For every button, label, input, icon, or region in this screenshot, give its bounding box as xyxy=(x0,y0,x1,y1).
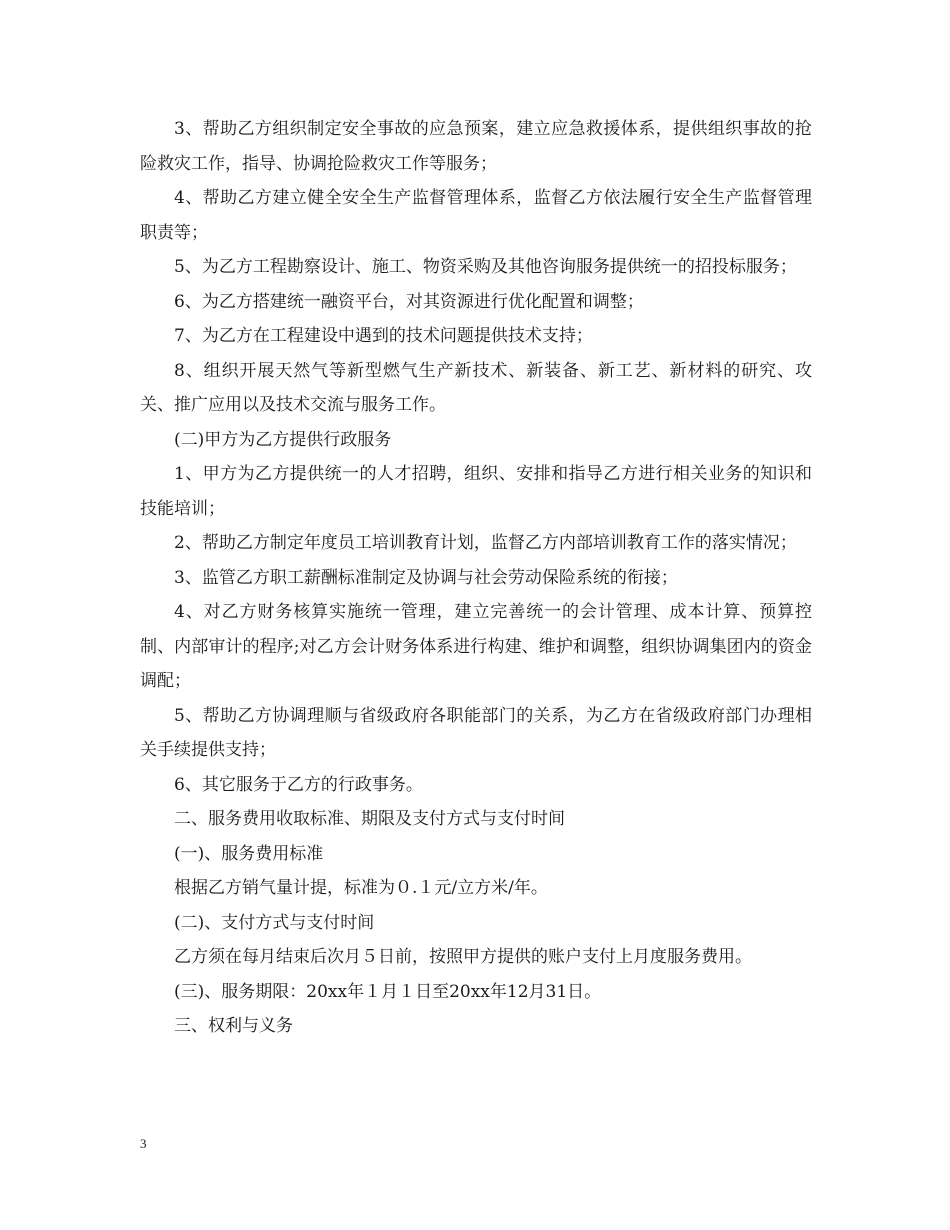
paragraph: 8、组织开展天然气等新型燃气生产新技术、新装备、新工艺、新材料的研究、攻关、推广应用以及技术交流与服务工作。 xyxy=(140,360,812,415)
paragraph: 6、为乙方搭建统一融资平台，对其资源进行优化配置和调整； xyxy=(174,291,644,312)
paragraph: 4、帮助乙方建立健全安全生产监督管理体系，监督乙方依法履行安全生产监督管理职责等； xyxy=(140,188,812,243)
subsection-heading: (一)、服务费用标准 xyxy=(174,843,324,864)
paragraph: 3、监管乙方职工薪酬标准制定及协调与社会劳动保险系统的衔接； xyxy=(174,567,678,588)
paragraph: 7、为乙方在工程建设中遇到的技术问题提供技术支持； xyxy=(174,326,593,346)
section-heading: 三、权利与义务 xyxy=(174,1016,293,1036)
subsection-heading: (二)、支付方式与支付时间 xyxy=(174,912,375,933)
paragraph: 5、为乙方工程勘察设计、施工、物资采购及其他咨询服务提供统一的招投标服务； xyxy=(174,257,797,277)
paragraph: 6、其它服务于乙方的行政事务。 xyxy=(174,774,423,795)
paragraph: 根据乙方销气量计提，标准为０.１元/立方米/年。 xyxy=(174,878,548,898)
paragraph: 3、帮助乙方组织制定安全事故的应急预案，建立应急救援体系，提供组织事故的抢险救灾工作，指导、协调抢险救灾工作等服务； xyxy=(140,119,812,174)
subsection-heading: (三)、服务期限：20xx年１月１日至20xx年12月31日。 xyxy=(174,981,602,1002)
paragraph: 乙方须在每月结束后次月５日前，按照甲方提供的账户支付上月度服务费用。 xyxy=(174,947,752,967)
page-number: 3 xyxy=(140,1136,147,1151)
paragraph: 2、帮助乙方制定年度员工培训教育计划，监督乙方内部培训教育工作的落实情况； xyxy=(174,533,797,553)
paragraph: 5、帮助乙方协调理顺与省级政府各职能部门的关系，为乙方在省级政府部门办理相关手续提供支持； xyxy=(140,705,812,760)
paragraph: 4、对乙方财务核算实施统一管理，建立完善统一的会计管理、成本计算、预算控制、内部审计的程序;对乙方会计财务体系进行构建、维护和调整，组织协调集团内的资金调配； xyxy=(140,602,812,691)
section-heading: 二、服务费用收取标准、期限及支付方式与支付时间 xyxy=(174,809,565,829)
paragraph: 1、甲方为乙方提供统一的人才招聘，组织、安排和指导乙方进行相关业务的知识和技能培训； xyxy=(140,464,812,519)
section-heading: (二)甲方为乙方提供行政服务 xyxy=(174,429,392,450)
document-body xyxy=(140,112,812,1044)
